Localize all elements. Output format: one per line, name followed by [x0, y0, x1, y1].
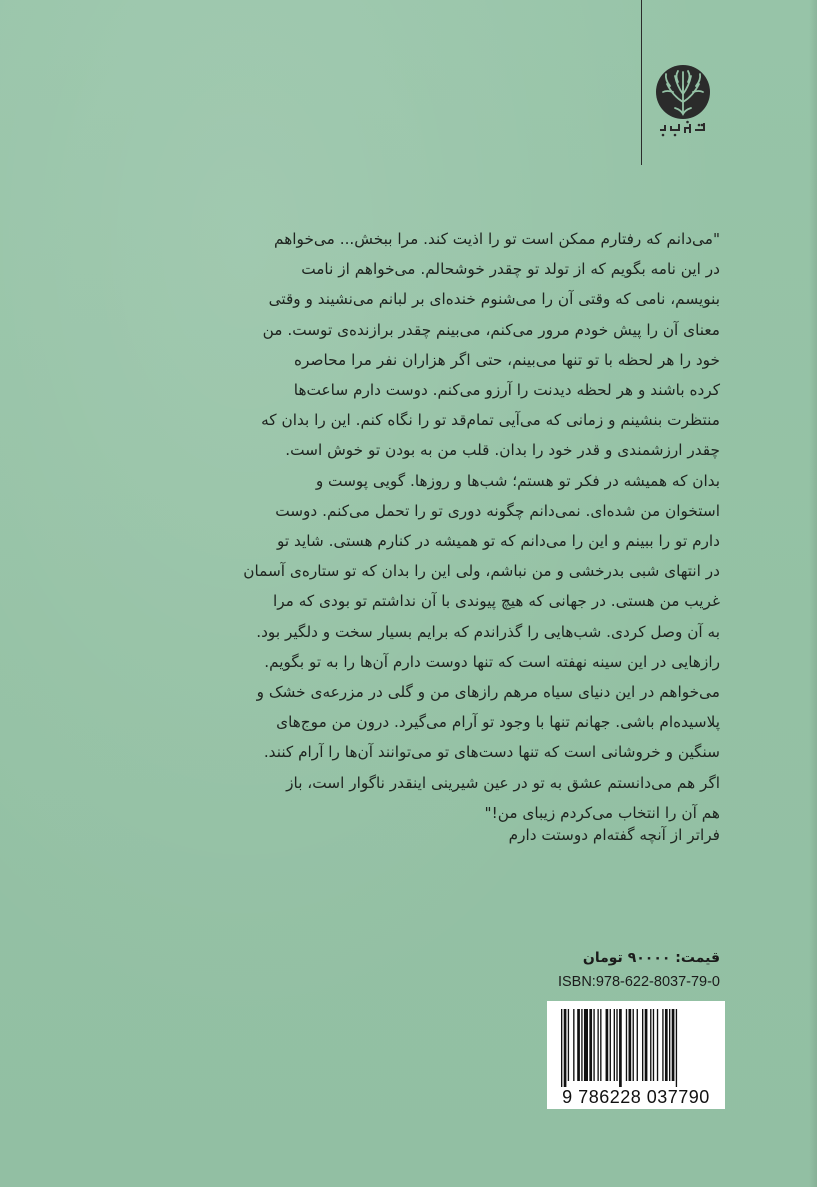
barcode-bar [589, 1009, 592, 1081]
blurb-line: چقدر ارزشمندی و قدر خود را بدان. قلب من به بودن تو خوش است. [285, 441, 720, 460]
barcode-bar [657, 1009, 658, 1081]
blurb-line: هم آن را انتخاب می‌کردم زیبای من!" [484, 803, 720, 822]
blurb-line: در انتهای شبی بدرخشی و من نباشم، ولی این را بدان که تو ستاره‌ی آسمان [243, 562, 720, 581]
blurb-line: پلاسیده‌ام باشی. جهانم تنها با وجود تو آرام می‌گیرد. درون من موج‌های [276, 713, 720, 732]
barcode-bar [642, 1009, 643, 1081]
blurb-line: اگر هم می‌دانستم عشق به تو در عین شیرینی اینقدر ناگوار است، باز [286, 773, 720, 792]
barcode-bar [662, 1009, 663, 1081]
barcode [547, 1001, 725, 1109]
barcode-bar [653, 1009, 654, 1081]
barcode-bar [600, 1009, 601, 1081]
blurb-line: معنای آن را پیش خودم مرور می‌کنم، می‌بینم چقدر برازنده‌ی توست. من [262, 320, 720, 339]
blurb-line: غریب من هستی. در جهانی که هیچ پیوندی با آن نداشتم تو بودی که مرا [272, 592, 720, 611]
blurb-line: می‌خواهم در این دنیای سیاه مرهم رازهای من و گلی در مزرعه‌ی خشک و [256, 683, 720, 702]
tree-in-circle-icon [651, 64, 715, 148]
blurb-line: خود را هر لحظه با تو تنها می‌بینم، حتی اگر هزاران نفر مرا محاصره [294, 350, 720, 369]
barcode-bar [568, 1009, 569, 1081]
barcode-bar [619, 1009, 622, 1087]
blurb-line: رازهایی در این سینه نهفته است که تنها دوست دارم آن‌ها را به تو بگویم. [264, 652, 720, 671]
barcode-bar [616, 1009, 617, 1081]
barcode-bar [614, 1009, 615, 1081]
barcode-icon [547, 1001, 725, 1087]
barcode-bar [577, 1009, 580, 1081]
blurb-line: "می‌دانم که رفتارم ممکن است تو را اذیت کند. مرا ببخش... می‌خواهم [274, 230, 720, 248]
barcode-bar [665, 1009, 668, 1081]
blurb-closing-line: فراتر از آنچه گفته‌ام دوستت دارم [508, 826, 720, 844]
barcode-bar [676, 1009, 677, 1087]
barcode-bar [581, 1009, 582, 1081]
barcode-bar [645, 1009, 648, 1081]
barcode-bar [606, 1009, 609, 1081]
blurb-line: به آن وصل کردی. شب‌هایی را گذراندم که برایم بسیار سخت و دلگیر بود. [256, 622, 720, 641]
back-cover-blurb [90, 224, 720, 828]
barcode-bar [650, 1009, 651, 1081]
barcode-bar [597, 1009, 598, 1081]
cover-edge-shadow [809, 0, 817, 1187]
barcode-bar [633, 1009, 634, 1081]
barcode-bar [637, 1009, 638, 1081]
barcode-bar [669, 1009, 670, 1081]
vertical-rule [641, 0, 642, 165]
blurb-line: منتظرت بنشینم و زمانی که می‌آیی تمام‌قد تو را نگاه کنم. این را بدان که [261, 411, 720, 430]
barcode-bar [573, 1009, 574, 1081]
publisher-logo [651, 64, 715, 148]
barcode-bar [564, 1009, 567, 1087]
barcode-bar [584, 1009, 588, 1081]
barcode-bar [610, 1009, 611, 1081]
blurb-line: در این نامه بگویم که از تولد تو چقدر خوشحالم. می‌خواهم از نامت [301, 260, 720, 279]
blurb-line: استخوان من شده‌ای. نمی‌دانم چگونه دوری تو را تحمل می‌کنم. دوست [275, 501, 720, 520]
barcode-bar [593, 1009, 594, 1081]
barcode-bar [626, 1009, 627, 1081]
barcode-bar [561, 1009, 562, 1087]
isbn-label: ISBN:978-622-8037-79-0 [557, 974, 720, 990]
barcode-bar [629, 1009, 632, 1081]
barcode-bar [672, 1009, 675, 1081]
blurb-line: سنگین و خروشانی است که تنها دست‌های تو می‌توانند آن‌ها را آرام کنند. [263, 743, 720, 762]
blurb-line: دارم تو را ببینم و این را می‌دانم که تو همیشه در کنارم هستی. شاید تو [276, 532, 720, 551]
blurb-line: بدان که همیشه در فکر تو هستم؛ شب‌ها و روزها. گویی پوست و [315, 471, 720, 490]
price-label: قیمت: ۹۰۰۰۰ تومان [582, 950, 720, 966]
blurb-line: بنویسم، نامی که وقتی آن را می‌شنوم خنده‌ای بر لبانم می‌نشیند و وقتی [268, 290, 720, 309]
blurb-line: کرده باشند و هر لحظه دیدنت را آرزو می‌کنم. دوست دارم ساعت‌ها [293, 381, 720, 400]
barcode-digits: 9 786228 037790 [562, 1087, 710, 1107]
